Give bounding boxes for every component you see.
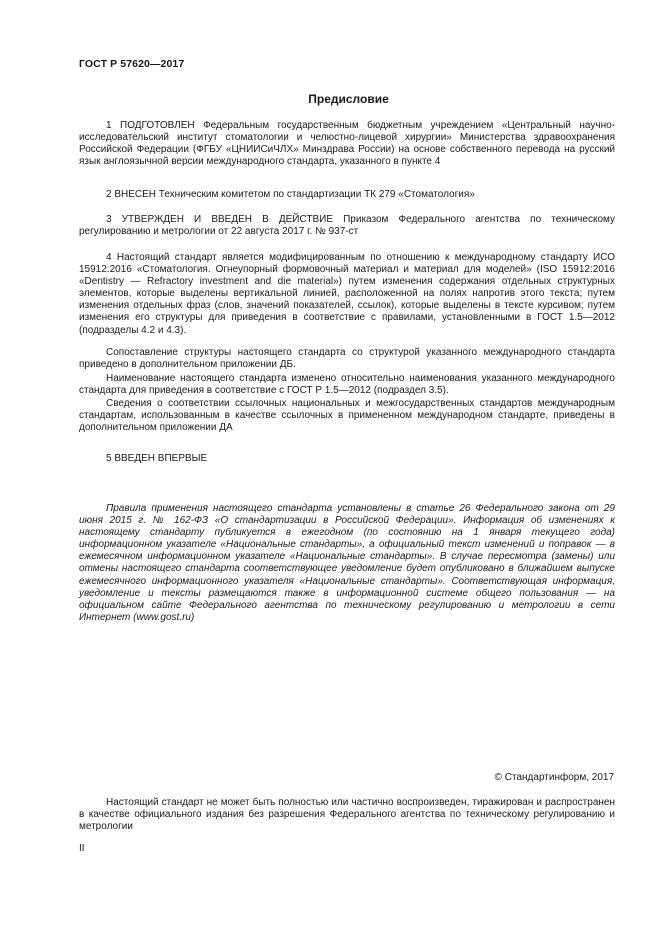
page-title: Предисловие [308,92,389,106]
document-code: ГОСТ Р 57620—2017 [79,58,185,70]
paragraph-name-change: Наименование настоящего стандарта изменено относительно наименования указанного международного стандарта для приведения в соответствие с ГОСТ Р 1.5—2012 (подраздел 3.5). [79,373,615,397]
paragraph-introduced: 5 ВВЕДЕН ВПЕРВЫЕ [106,453,208,464]
paragraph-submitted: 2 ВНЕСЕН Техническим комитетом по стандартизации ТК 279 «Стоматология» [106,189,475,200]
reproduction-notice: Настоящий стандарт не может быть полностью или частично воспроизведен, тиражирован и распространен в качестве официального издания без разрешения Федерального агентства по техническому регулированию и метрологии [79,797,615,833]
page-number: II [79,843,85,854]
copyright-line: © Стандартинформ, 2017 [494,772,614,783]
paragraph-structure-comparison: Сопоставление структуры настоящего стандарта со структурой указанного международного стандарта приведено в дополнительном приложении ДБ. [79,347,615,371]
paragraph-approved: 3 УТВЕРЖДЕН И ВВЕДЕН В ДЕЙСТВИЕ Приказом Федерального агентства по техническому регулированию и метрологии от 22 августа 2017 г. № 937-ст [79,214,615,238]
paragraph-prepared: 1 ПОДГОТОВЛЕН Федеральным государственным бюджетным учреждением «Центральный научно-исследовательский институт стоматологии и челюстно-лицевой хирургии» Министерства здравоохранения Российской Федерации (ФГБУ «ЦНИИСиЧЛХ» Минздрава России) на основе собственного перевода на русский язык англоязычной версии международного стандарта, указанного в пункте 4 [79,120,615,168]
paragraph-application-rules: Правила применения настоящего стандарта установлены в статье 26 Федерального закона от 29 июня 2015 г. № 162-ФЗ «О стандартизации в Российской Федерации». Информация об изменениях к настоящему стандарту публикуется в ежегодном (по состоянию на 1 января текущего года) информационном указателе «Национальные стандарты», а официальный текст изменений и поправок — в ежемесячном информационном указателе «Национальные стандарты». В случае пересмотра (замены) или отмены настоящего стандарта соответствующее уведомление будет опубликовано в ближайшем выпуске ежемесячного информационного указателя «Национальные стандарты». Соответствующая информация, уведомление и тексты размещаются также в информационной системе общего пользования — на официальном сайте Федерального агентства по техническому регулированию и метрологии в сети Интернет (www.gost.ru) [79,503,615,623]
paragraph-references-info: Сведения о соответствии ссылочных национальных и межгосударственных стандартов международным стандартам, использованным в качестве ссылочных в примененном международном стандарте, приведены в дополнительном приложении ДА [79,398,615,434]
paragraph-modification: 4 Настоящий стандарт является модифицированным по отношению к международному стандарту ИСО 15912:2016 «Стоматология. Огнеупорный формовочный материал и материал для моделей» (ISO 15912:2016 «Dentistry — Refractory investment and die material») путем изменения содержания отдельных структурных элементов, которые выделены вертикальной линией, расположенной на полях напротив этого текста; путем изменения отдельных фраз (слов, значений показателей, ссылок), которые выделены в тексте курсивом; путем изменения его структуры для приведения в соответствие с правилами, установленными в ГОСТ 1.5—2012 (подразделы 4.2 и 4.3). [79,252,615,336]
